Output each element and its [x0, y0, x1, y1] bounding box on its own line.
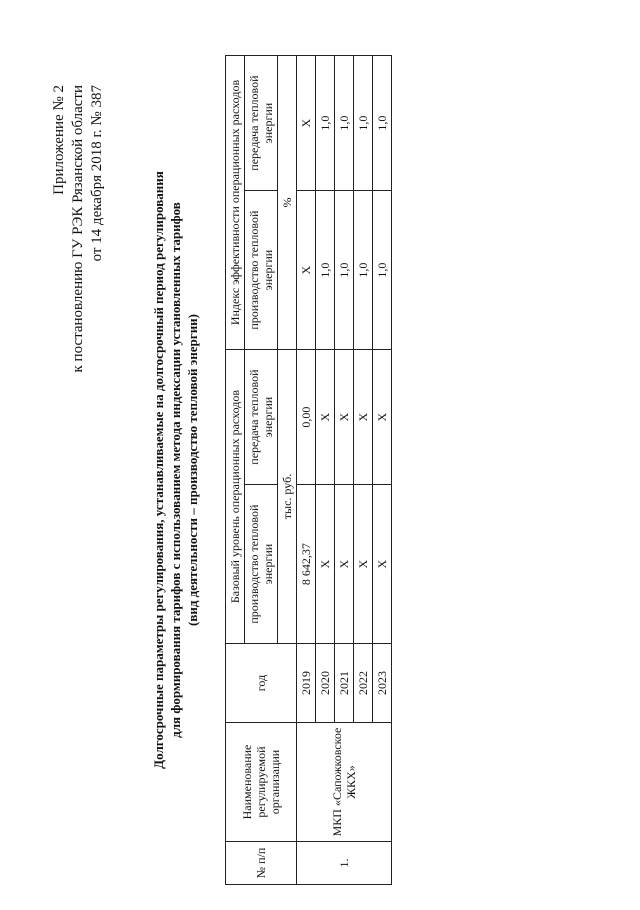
rotated-page [40, 30, 640, 910]
appendix-date: от 14 декабря 2018 г. № 387 [89, 85, 105, 262]
base-transmission-cell: X [335, 350, 354, 485]
index-transmission-cell: 1,0 [335, 56, 354, 191]
unit-index: % [278, 56, 297, 350]
index-transmission-cell: 1,0 [354, 56, 373, 191]
index-production-cell: 1,0 [335, 191, 354, 350]
header-number: № п/п [226, 842, 297, 885]
year-cell: 2023 [373, 644, 392, 723]
appendix-reference: к постановлению ГУ РЭК Рязанской области [70, 85, 86, 373]
base-production-cell: X [373, 485, 392, 644]
index-transmission-cell: 1,0 [316, 56, 335, 191]
year-cell: 2019 [297, 644, 316, 723]
header-index-production: производство тепловой энергии [245, 191, 278, 350]
year-cell: 2022 [354, 644, 373, 723]
base-transmission-cell: 0,00 [297, 350, 316, 485]
row-number: 1. [297, 842, 392, 885]
title-line-2: для формирования тарифов с использованием метода индексации установленных тарифов [168, 202, 183, 738]
document-title [150, 80, 201, 860]
base-transmission-cell: X [354, 350, 373, 485]
parameters-table [225, 55, 392, 885]
base-production-cell: X [316, 485, 335, 644]
index-transmission-cell: 1,0 [373, 56, 392, 191]
header-base-level: Базовый уровень операционных расходов [226, 350, 245, 644]
appendix-header [50, 85, 107, 372]
table-row [297, 56, 316, 885]
title-line-3: (вид деятельности – производство тепловой энергии) [185, 313, 200, 627]
header-efficiency-index: Индекс эффективности операционных расходов [226, 56, 245, 350]
header-base-production: производство тепловой энергии [245, 485, 278, 644]
unit-base: тыс. руб. [278, 350, 297, 644]
year-cell: 2020 [316, 644, 335, 723]
index-production-cell: 1,0 [373, 191, 392, 350]
index-transmission-cell: X [297, 56, 316, 191]
index-production-cell: 1,0 [316, 191, 335, 350]
year-cell: 2021 [335, 644, 354, 723]
base-transmission-cell: X [373, 350, 392, 485]
header-year: год [226, 644, 297, 723]
header-base-transmission: передача тепловой энергии [245, 350, 278, 485]
appendix-number: Приложение № 2 [51, 85, 67, 195]
base-production-cell: X [354, 485, 373, 644]
title-line-1: Долгосрочные параметры регулирования, устанавливаемые на долгосрочный период регулирования [151, 171, 166, 769]
base-transmission-cell: X [316, 350, 335, 485]
base-production-cell: X [335, 485, 354, 644]
organization-name: МКП «Сапожковское ЖКХ» [297, 723, 392, 842]
index-production-cell: 1,0 [354, 191, 373, 350]
base-production-cell: 8 642,37 [297, 485, 316, 644]
header-organization: Наименование регулируемой организации [226, 723, 297, 842]
header-index-transmission: передача тепловой энергии [245, 56, 278, 191]
index-production-cell: X [297, 191, 316, 350]
